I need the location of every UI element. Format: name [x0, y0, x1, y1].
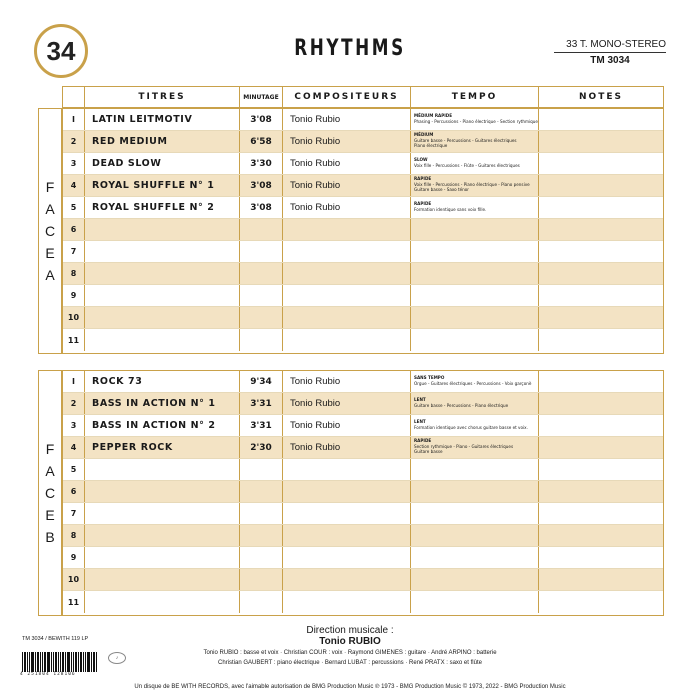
track-composer: Tonio Rubio [283, 153, 411, 174]
track-title [85, 285, 240, 306]
track-composer: Tonio Rubio [283, 175, 411, 196]
tempo-line: SANS TEMPO [414, 375, 445, 381]
face-letter: C [44, 223, 56, 239]
notes-header: NOTES [579, 92, 623, 102]
tempo-line: RAPIDE [414, 177, 432, 183]
track-notes [539, 153, 663, 174]
tempo-line: Voix fille - Percussions - Flûte - Guitares électriques [414, 163, 520, 169]
track-composer [283, 481, 411, 502]
track-notes [539, 459, 663, 480]
track-tempo [411, 153, 539, 174]
track-duration [240, 503, 283, 524]
track-tempo [411, 307, 539, 328]
track-notes [539, 481, 663, 502]
track-title: BASS IN ACTION N° 1 [85, 393, 240, 414]
tempo-line: MÉDIUM [414, 133, 434, 139]
format-label: 33 T. MONO-STEREO [566, 39, 666, 50]
track-composer: Tonio Rubio [283, 393, 411, 414]
track-title: BASS IN ACTION N° 2 [85, 415, 240, 436]
track-number: 11 [63, 329, 85, 351]
track-tempo [411, 219, 539, 240]
track-duration: 3'30 [240, 153, 283, 174]
track-notes [539, 569, 663, 590]
track-number: 7 [63, 241, 85, 262]
track-title [85, 459, 240, 480]
tempo-line: LENT [414, 419, 426, 425]
track-duration [240, 459, 283, 480]
track-notes [539, 547, 663, 568]
track-tempo [411, 459, 539, 480]
track-row [63, 525, 663, 547]
track-tempo [411, 481, 539, 502]
track-row [63, 153, 663, 175]
track-duration: 9'34 [240, 371, 283, 392]
track-composer: Tonio Rubio [283, 197, 411, 218]
track-tempo [411, 437, 539, 458]
track-tempo [411, 197, 539, 218]
track-title [85, 547, 240, 568]
musicians-line-1: Tonio RUBIO : basse et voix · Christian COUR : voix · Raymond GIMENES : guitare · André ARPINO : batterie [203, 650, 497, 656]
track-duration [240, 285, 283, 306]
track-notes [539, 415, 663, 436]
track-title: ROCK 73 [85, 371, 240, 392]
track-tempo [411, 569, 539, 590]
track-notes [539, 197, 663, 218]
track-number: 10 [63, 307, 85, 328]
face-letter: F [45, 179, 55, 195]
track-tempo [411, 371, 539, 392]
tempo-line: Formation identique sans voix fille. [414, 207, 487, 213]
copyright-footer: Un disque de BE WITH RECORDS, avec l'aimable autorisation de BMG Production Music ℗ 1973 - BMG Production Music © 1973, 2022 - BMG Production Music [134, 684, 566, 690]
track-composer [283, 285, 411, 306]
face-b-label [38, 370, 62, 616]
num-col-header [63, 87, 85, 107]
track-duration [240, 307, 283, 328]
track-composer: Tonio Rubio [283, 109, 411, 130]
track-duration [240, 591, 283, 613]
track-row [63, 219, 663, 241]
barcode-image [22, 648, 104, 672]
face-b-table [62, 370, 664, 616]
track-number: 3 [63, 415, 85, 436]
track-number: 10 [63, 569, 85, 590]
track-row [63, 197, 663, 219]
tempo-line: Guitare basse - Percussions - Piano électrique [414, 403, 509, 409]
track-duration: 3'31 [240, 415, 283, 436]
track-tempo [411, 131, 539, 152]
track-notes [539, 285, 663, 306]
track-notes [539, 591, 663, 613]
album-title: RHYTHMS [294, 36, 406, 61]
face-letter: A [45, 463, 55, 479]
compositeurs-header: COMPOSITEURS [283, 87, 411, 107]
track-duration [240, 241, 283, 262]
track-duration [240, 569, 283, 590]
track-duration [240, 263, 283, 284]
track-title: ROYAL SHUFFLE N° 1 [85, 175, 240, 196]
barcode-number: 4 251804 128106 [20, 672, 76, 677]
musicians-line-2: Christian GAUBERT : piano électrique · Bernard LUBAT : percussions · René PRATX : saxo et flûte [218, 660, 482, 666]
track-tempo [411, 415, 539, 436]
track-number: 8 [63, 525, 85, 546]
track-composer [283, 241, 411, 262]
track-number: 2 [63, 393, 85, 414]
track-number: 8 [63, 263, 85, 284]
track-number: 6 [63, 219, 85, 240]
tempo-header: TEMPO [411, 87, 539, 107]
track-title [85, 569, 240, 590]
track-duration: 3'31 [240, 393, 283, 414]
face-letter: B [45, 529, 55, 545]
track-composer [283, 329, 411, 351]
track-composer: Tonio Rubio [283, 371, 411, 392]
track-composer [283, 263, 411, 284]
format-info [554, 38, 666, 68]
track-duration: 2'30 [240, 437, 283, 458]
track-number: 9 [63, 285, 85, 306]
track-duration: 3'08 [240, 109, 283, 130]
tempo-line: LENT [414, 397, 426, 403]
direction-label: Direction musicale : [306, 625, 394, 636]
direction-credit [0, 625, 700, 647]
track-number: 5 [63, 197, 85, 218]
track-composer: Tonio Rubio [283, 415, 411, 436]
track-tempo [411, 393, 539, 414]
track-number: 4 [63, 437, 85, 458]
track-row [63, 503, 663, 525]
track-number: 2 [63, 131, 85, 152]
track-notes [539, 263, 663, 284]
track-duration [240, 547, 283, 568]
track-notes [539, 437, 663, 458]
track-row [63, 263, 663, 285]
column-header [62, 86, 664, 108]
track-title [85, 591, 240, 613]
track-tempo [411, 285, 539, 306]
track-tempo [411, 109, 539, 130]
track-notes [539, 307, 663, 328]
tempo-line: Phasing - Percussions - Piano électrique - Section rythmique [414, 119, 538, 125]
track-composer: Tonio Rubio [283, 131, 411, 152]
track-composer [283, 547, 411, 568]
label-logo-icon: ♪ [108, 652, 126, 664]
track-title: LATIN LEITMOTIV [85, 109, 240, 130]
track-composer [283, 525, 411, 546]
track-number: 5 [63, 459, 85, 480]
track-number: I [63, 109, 85, 130]
track-title [85, 329, 240, 351]
tempo-line: RAPIDE [414, 201, 432, 207]
track-row [63, 437, 663, 459]
face-letter: E [45, 507, 55, 523]
track-row [63, 307, 663, 329]
track-tempo [411, 525, 539, 546]
track-tempo [411, 241, 539, 262]
tempo-line: Orgue - Guitares électriques - Percussions - Voix garçonè [414, 381, 532, 387]
track-tempo [411, 503, 539, 524]
track-notes [539, 525, 663, 546]
track-composer [283, 503, 411, 524]
tempo-line: Guitare basse - Saxo ténor [414, 188, 470, 194]
track-notes [539, 219, 663, 240]
track-title: DEAD SLOW [85, 153, 240, 174]
track-number: 4 [63, 175, 85, 196]
tempo-line: RAPIDE [414, 439, 432, 445]
track-duration [240, 481, 283, 502]
tempo-line: Guitare basse - Percussions - Guitares électriques [414, 138, 517, 144]
track-title: ROYAL SHUFFLE N° 2 [85, 197, 240, 218]
tempo-line: Guitare basse [414, 450, 443, 456]
track-duration: 6'58 [240, 131, 283, 152]
track-composer: Tonio Rubio [283, 437, 411, 458]
track-tempo [411, 547, 539, 568]
track-row [63, 393, 663, 415]
track-tempo [411, 263, 539, 284]
track-composer [283, 591, 411, 613]
track-row [63, 329, 663, 351]
track-duration: 3'08 [240, 175, 283, 196]
track-number: 9 [63, 547, 85, 568]
track-title [85, 263, 240, 284]
face-a-label [38, 108, 62, 354]
tempo-line: Formation identique avec chorus guitare basse et voix. [414, 425, 528, 431]
face-a-table [62, 108, 664, 354]
track-title [85, 525, 240, 546]
track-number: I [63, 371, 85, 392]
director-name: Tonio RUBIO [319, 636, 381, 647]
track-tempo [411, 175, 539, 196]
track-number: 7 [63, 503, 85, 524]
track-duration [240, 525, 283, 546]
track-composer [283, 219, 411, 240]
track-notes [539, 175, 663, 196]
track-title [85, 481, 240, 502]
track-duration [240, 329, 283, 351]
catalog-ref: TM 3034 [554, 52, 666, 68]
track-row [63, 285, 663, 307]
track-row [63, 459, 663, 481]
track-row [63, 481, 663, 503]
tempo-line: SLOW [414, 157, 428, 163]
track-row [63, 241, 663, 263]
track-row [63, 569, 663, 591]
track-notes [539, 371, 663, 392]
track-row [63, 175, 663, 197]
track-notes [539, 503, 663, 524]
track-notes [539, 329, 663, 351]
track-composer [283, 459, 411, 480]
tempo-line: Voix fille - Percussions - Piano électrique - Piano pensive [414, 182, 530, 188]
tempo-line: Piano électrique [414, 144, 448, 150]
track-row [63, 131, 663, 153]
track-notes [539, 109, 663, 130]
track-composer [283, 307, 411, 328]
track-title: RED MEDIUM [85, 131, 240, 152]
face-letter: F [45, 441, 55, 457]
face-letter: C [44, 485, 56, 501]
track-row [63, 547, 663, 569]
titres-header: TITRES [85, 87, 240, 107]
catalog-number: TM 3034 / BEWITH 119 LP [22, 636, 89, 642]
track-title [85, 219, 240, 240]
track-tempo [411, 329, 539, 351]
track-duration [240, 219, 283, 240]
track-duration: 3'08 [240, 197, 283, 218]
track-row [63, 415, 663, 437]
musician-credits [0, 648, 700, 668]
tempo-line: Section rythmique - Piano - Guitares électriques [414, 444, 514, 450]
track-notes [539, 393, 663, 414]
track-row [63, 371, 663, 393]
track-notes [539, 131, 663, 152]
tempo-line: MÉDIUM RAPIDE [414, 113, 453, 119]
track-number: 11 [63, 591, 85, 613]
track-tempo [411, 591, 539, 613]
track-row [63, 591, 663, 613]
face-letter: E [45, 245, 55, 261]
track-title [85, 307, 240, 328]
face-letter: A [45, 201, 55, 217]
track-title: PEPPER ROCK [85, 437, 240, 458]
album-number-badge: 34 [34, 24, 88, 78]
track-title [85, 241, 240, 262]
face-letter: A [45, 267, 55, 283]
track-row [63, 109, 663, 131]
track-notes [539, 241, 663, 262]
minutage-header: MINUTAGE [240, 87, 283, 107]
track-number: 6 [63, 481, 85, 502]
track-title [85, 503, 240, 524]
track-number: 3 [63, 153, 85, 174]
track-composer [283, 569, 411, 590]
